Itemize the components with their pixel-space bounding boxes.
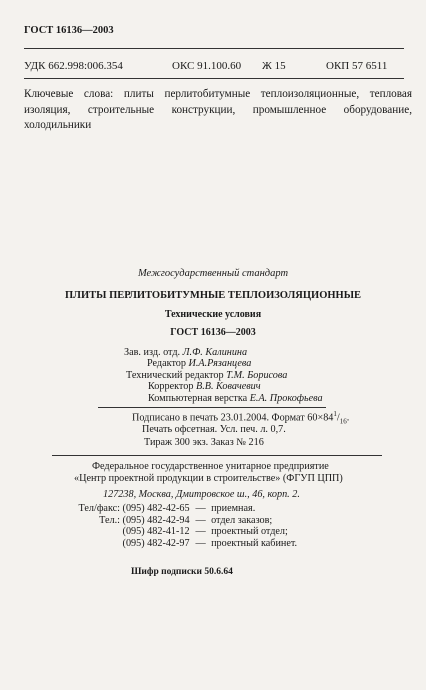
format-fraction-numerator: 1 <box>333 410 337 418</box>
credit-role: Редактор <box>147 358 186 370</box>
contact-row <box>58 526 297 538</box>
publisher-line-1: Федеральное государственное унитарное предприятие <box>92 461 329 472</box>
credit-role: Корректор <box>148 381 194 393</box>
credit-name: Л.Ф. Калинина <box>182 347 248 358</box>
document-subtitle: Технические условия <box>164 309 262 320</box>
print-info-divider <box>98 407 326 408</box>
classification-divider <box>24 78 404 79</box>
contact-phone: (095) 482-42-65 <box>122 503 190 514</box>
contact-dash: — <box>195 503 206 514</box>
credit-row <box>124 347 323 358</box>
contact-dash: — <box>195 537 206 549</box>
credit-row <box>124 358 323 369</box>
credit-row <box>124 370 323 381</box>
contact-dash: — <box>195 514 206 526</box>
print-info-line-1: Подписано в печать 23.01.2004. Формат $60\times 84^1/_{16}$. <box>132 410 350 426</box>
oks-code: ОКС 91.100.60 <box>172 60 242 72</box>
contact-description: проектный кабинет. <box>211 537 298 549</box>
print-info-line-3: Тираж 300 экз. Заказ № 216 <box>144 437 264 448</box>
standard-type: Межгосударственный стандарт <box>137 268 289 279</box>
print-info-line-2: Печать офсетная. Усл. печ. л. 0,7. <box>142 424 286 435</box>
document-code: ГОСТ 16136—2003 <box>170 327 256 338</box>
group-code: Ж 15 <box>262 60 286 72</box>
okp-code: ОКП 57 6511 <box>326 60 388 72</box>
header-divider <box>24 48 404 49</box>
signature-code: Шифр подписки 50.6.64 <box>131 567 233 577</box>
contact-description: приемная. <box>211 503 256 514</box>
credit-row <box>124 381 323 392</box>
credit-name: И.А.Рязанцева <box>188 358 252 370</box>
keywords: Ключевые слова: плиты перлитобитумные теплоизоляционные, тепловая изоляция, строительные конструкции, промышленное оборудование, холодильники <box>24 88 412 131</box>
contacts-block <box>58 503 297 549</box>
publisher-address: 127238, Москва, Дмитровское ш., 46, корп. 2. <box>103 489 300 500</box>
contact-phone: (095) 482-42-97 <box>122 537 190 549</box>
credit-name: Т.М. Борисова <box>226 369 288 381</box>
document-title: ПЛИТЫ ПЕРЛИТОБИТУМНЫЕ ТЕПЛОИЗОЛЯЦИОННЫЕ <box>64 290 362 301</box>
credit-role: Зав. изд. отд. <box>124 347 181 358</box>
contact-description: проектный отдел; <box>211 526 288 537</box>
print-info-text: Подписано в печать 23.01.2004. Формат 60×84 <box>132 412 334 424</box>
contact-row <box>58 503 297 515</box>
credit-name: В.В. Ковачевич <box>195 381 261 393</box>
contact-description: отдел заказов; <box>211 514 273 526</box>
contact-phone: (095) 482-41-12 <box>122 526 190 537</box>
publisher-line-2: «Центр проектной продукции в строительстве» (ФГУП ЦПП) <box>74 473 343 484</box>
credit-role: Технический редактор <box>126 369 224 381</box>
contact-dash: — <box>195 526 206 537</box>
udc-code: УДК 662.998:006.354 <box>24 60 123 72</box>
format-fraction-denominator: 16 <box>339 417 347 426</box>
credit-role: Компьютерная верстка <box>148 392 248 404</box>
publisher-divider <box>52 455 382 456</box>
credit-row <box>124 393 323 404</box>
contact-label: Тел/факс: <box>78 503 120 514</box>
contact-row <box>58 515 297 527</box>
standard-code-header: ГОСТ 16136—2003 <box>24 25 114 36</box>
print-info-punct: . <box>346 412 350 424</box>
credits-block <box>124 347 323 404</box>
contact-phone: (095) 482-42-94 <box>122 514 190 526</box>
contact-label: Тел.: <box>99 514 120 526</box>
contact-row <box>58 538 297 550</box>
credit-name: Е.А. Прокофьева <box>249 392 323 404</box>
